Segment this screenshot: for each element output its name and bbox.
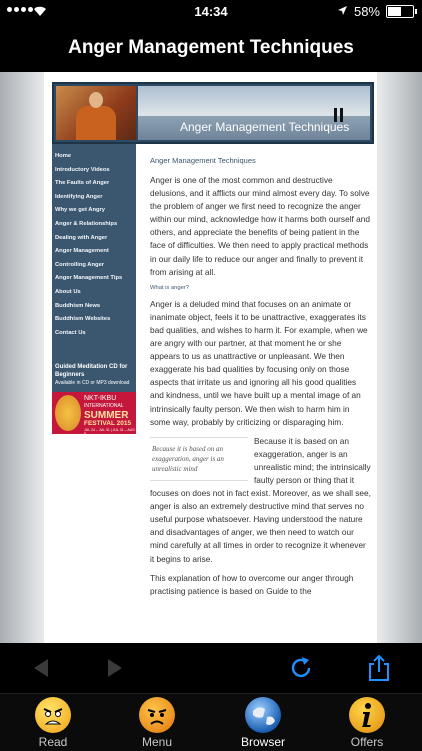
article-subheading: What is anger?	[150, 284, 189, 291]
share-icon[interactable]	[362, 651, 396, 685]
article-content	[150, 156, 372, 604]
angry-face-icon	[35, 697, 71, 733]
page-title: Anger Management Techniques	[68, 37, 354, 58]
tab-bar	[0, 693, 422, 751]
tab-read[interactable]	[18, 697, 88, 751]
sidebar-item-anger-management[interactable]: Anger Management	[55, 248, 109, 255]
article-title: Anger Management Techniques	[150, 156, 256, 165]
tab-offers-label: Offers	[350, 735, 384, 749]
back-arrow-icon[interactable]	[24, 651, 58, 685]
site-header-title: Anger Management Techniques	[180, 120, 350, 134]
site-header	[52, 82, 374, 144]
sidebar-item-contact-us[interactable]: Contact Us	[55, 329, 86, 336]
banner-line-1: NKT-IKBU	[84, 395, 117, 402]
site-sidebar	[52, 144, 136, 434]
sidebar-item-why-we-get-angry[interactable]: Why we get Angry	[55, 207, 106, 214]
forward-arrow-icon[interactable]	[98, 651, 132, 685]
globe-icon	[245, 697, 281, 733]
battery-percent: 58%	[353, 4, 380, 19]
sidebar-item-introductory-videos[interactable]: Introductory Videos	[55, 166, 110, 173]
tab-offers[interactable]	[332, 697, 402, 751]
status-bar	[0, 0, 422, 24]
article-paragraph: Anger is one of the most common and destructive delusions, and it afflicts our mind almost every day. To solve the problem of anger we first need to recognize the anger within our mind, acknowledge how it harms both ourself and others, and appreciate the benefits of being patient in the face of difficulties. We then need to apply practical methods in our daily life to reduce our anger and finally to prevent it from arising at all.	[150, 175, 370, 277]
monk-photo	[56, 86, 136, 140]
sidebar-item-anger-relationships[interactable]: Anger & Relationships	[55, 220, 118, 227]
banner-line-2: INTERNATIONAL	[84, 403, 124, 409]
sidebar-item-controlling-anger[interactable]: Controlling Anger	[55, 261, 105, 268]
browser-toolbar	[0, 643, 422, 693]
banner-line-3: SUMMER	[84, 410, 129, 421]
sidebar-item-dealing-with-anger[interactable]: Dealing with Anger	[55, 234, 108, 241]
sidebar-item-identifying-anger[interactable]: Identifying Anger	[55, 193, 103, 200]
promo-title: Guided Meditation CD for Beginners	[55, 364, 128, 378]
promo-subtitle: Available in CD or MP3 download	[55, 380, 130, 386]
nav-bar	[0, 24, 422, 72]
web-view[interactable]	[0, 72, 422, 643]
web-page	[44, 72, 377, 643]
sidebar-item-faults-of-anger[interactable]: The Faults of Anger	[55, 180, 110, 187]
status-time: 14:34	[194, 4, 228, 19]
tab-menu-label: Menu	[141, 735, 173, 749]
tab-menu[interactable]	[122, 697, 192, 751]
pull-quote: Because it is based on an exaggeration, anger is an unrealistic mind	[150, 437, 248, 481]
angry-face-menu-icon	[139, 697, 175, 733]
sidebar-item-anger-management-tips[interactable]: Anger Management Tips	[55, 275, 123, 282]
sidebar-item-buddhism-websites[interactable]: Buddhism Websites	[55, 316, 111, 323]
tab-browser[interactable]	[228, 697, 298, 751]
info-icon	[349, 697, 385, 733]
battery-icon	[386, 5, 414, 18]
article-paragraph: Because it is based on an exaggeration, anger is an unrealistic mind; the intrinsically faulty person or thing that it focuses on does not in fact exist. Moreover, as we shall see, anger is also an extremely destructive mind that serves no useful purpose whatsoever. Having understood the nature and disadvantages of anger, we then need to watch our mind carefully at all times in order to recognize it whenever it begins to arise.	[150, 435, 371, 564]
sidebar-item-home[interactable]: Home	[55, 153, 72, 159]
tab-read-label: Read	[38, 735, 68, 749]
location-arrow-icon	[337, 4, 348, 19]
meditation-cd-promo[interactable]	[52, 360, 136, 390]
refresh-icon[interactable]	[284, 651, 318, 685]
banner-dates: JUL 24 – JUL 31 | JUL 31 – AUG 8	[84, 428, 135, 436]
banner-line-4: FESTIVAL 2015	[84, 420, 132, 427]
buddha-image	[55, 395, 81, 431]
sidebar-item-buddhism-news[interactable]: Buddhism News	[55, 302, 101, 309]
sidebar-item-about-us[interactable]: About Us	[55, 288, 81, 295]
article-paragraph: This explanation of how to overcome our anger through practising patience is based on Guide to the	[150, 572, 354, 596]
tab-browser-label: Browser	[240, 735, 285, 749]
article-paragraph: Anger is a deluded mind that focuses on an animate or inanimate object, feels it to be unattractive, exaggerates its bad qualities, and wishes to harm it. For example, when we are angry with our partner, at that moment he or she appears to us as unattractive or unpleasant. We then exaggerate his bad qualities by focusing only on those aspects that irritate us and ignoring all his good qualities and kindness, until we have built up a mental image of an intrinsically faulty person. We then wish to harm him in some way, probably by criticizing or disparaging him.	[150, 298, 368, 427]
summer-festival-banner[interactable]	[52, 392, 136, 434]
